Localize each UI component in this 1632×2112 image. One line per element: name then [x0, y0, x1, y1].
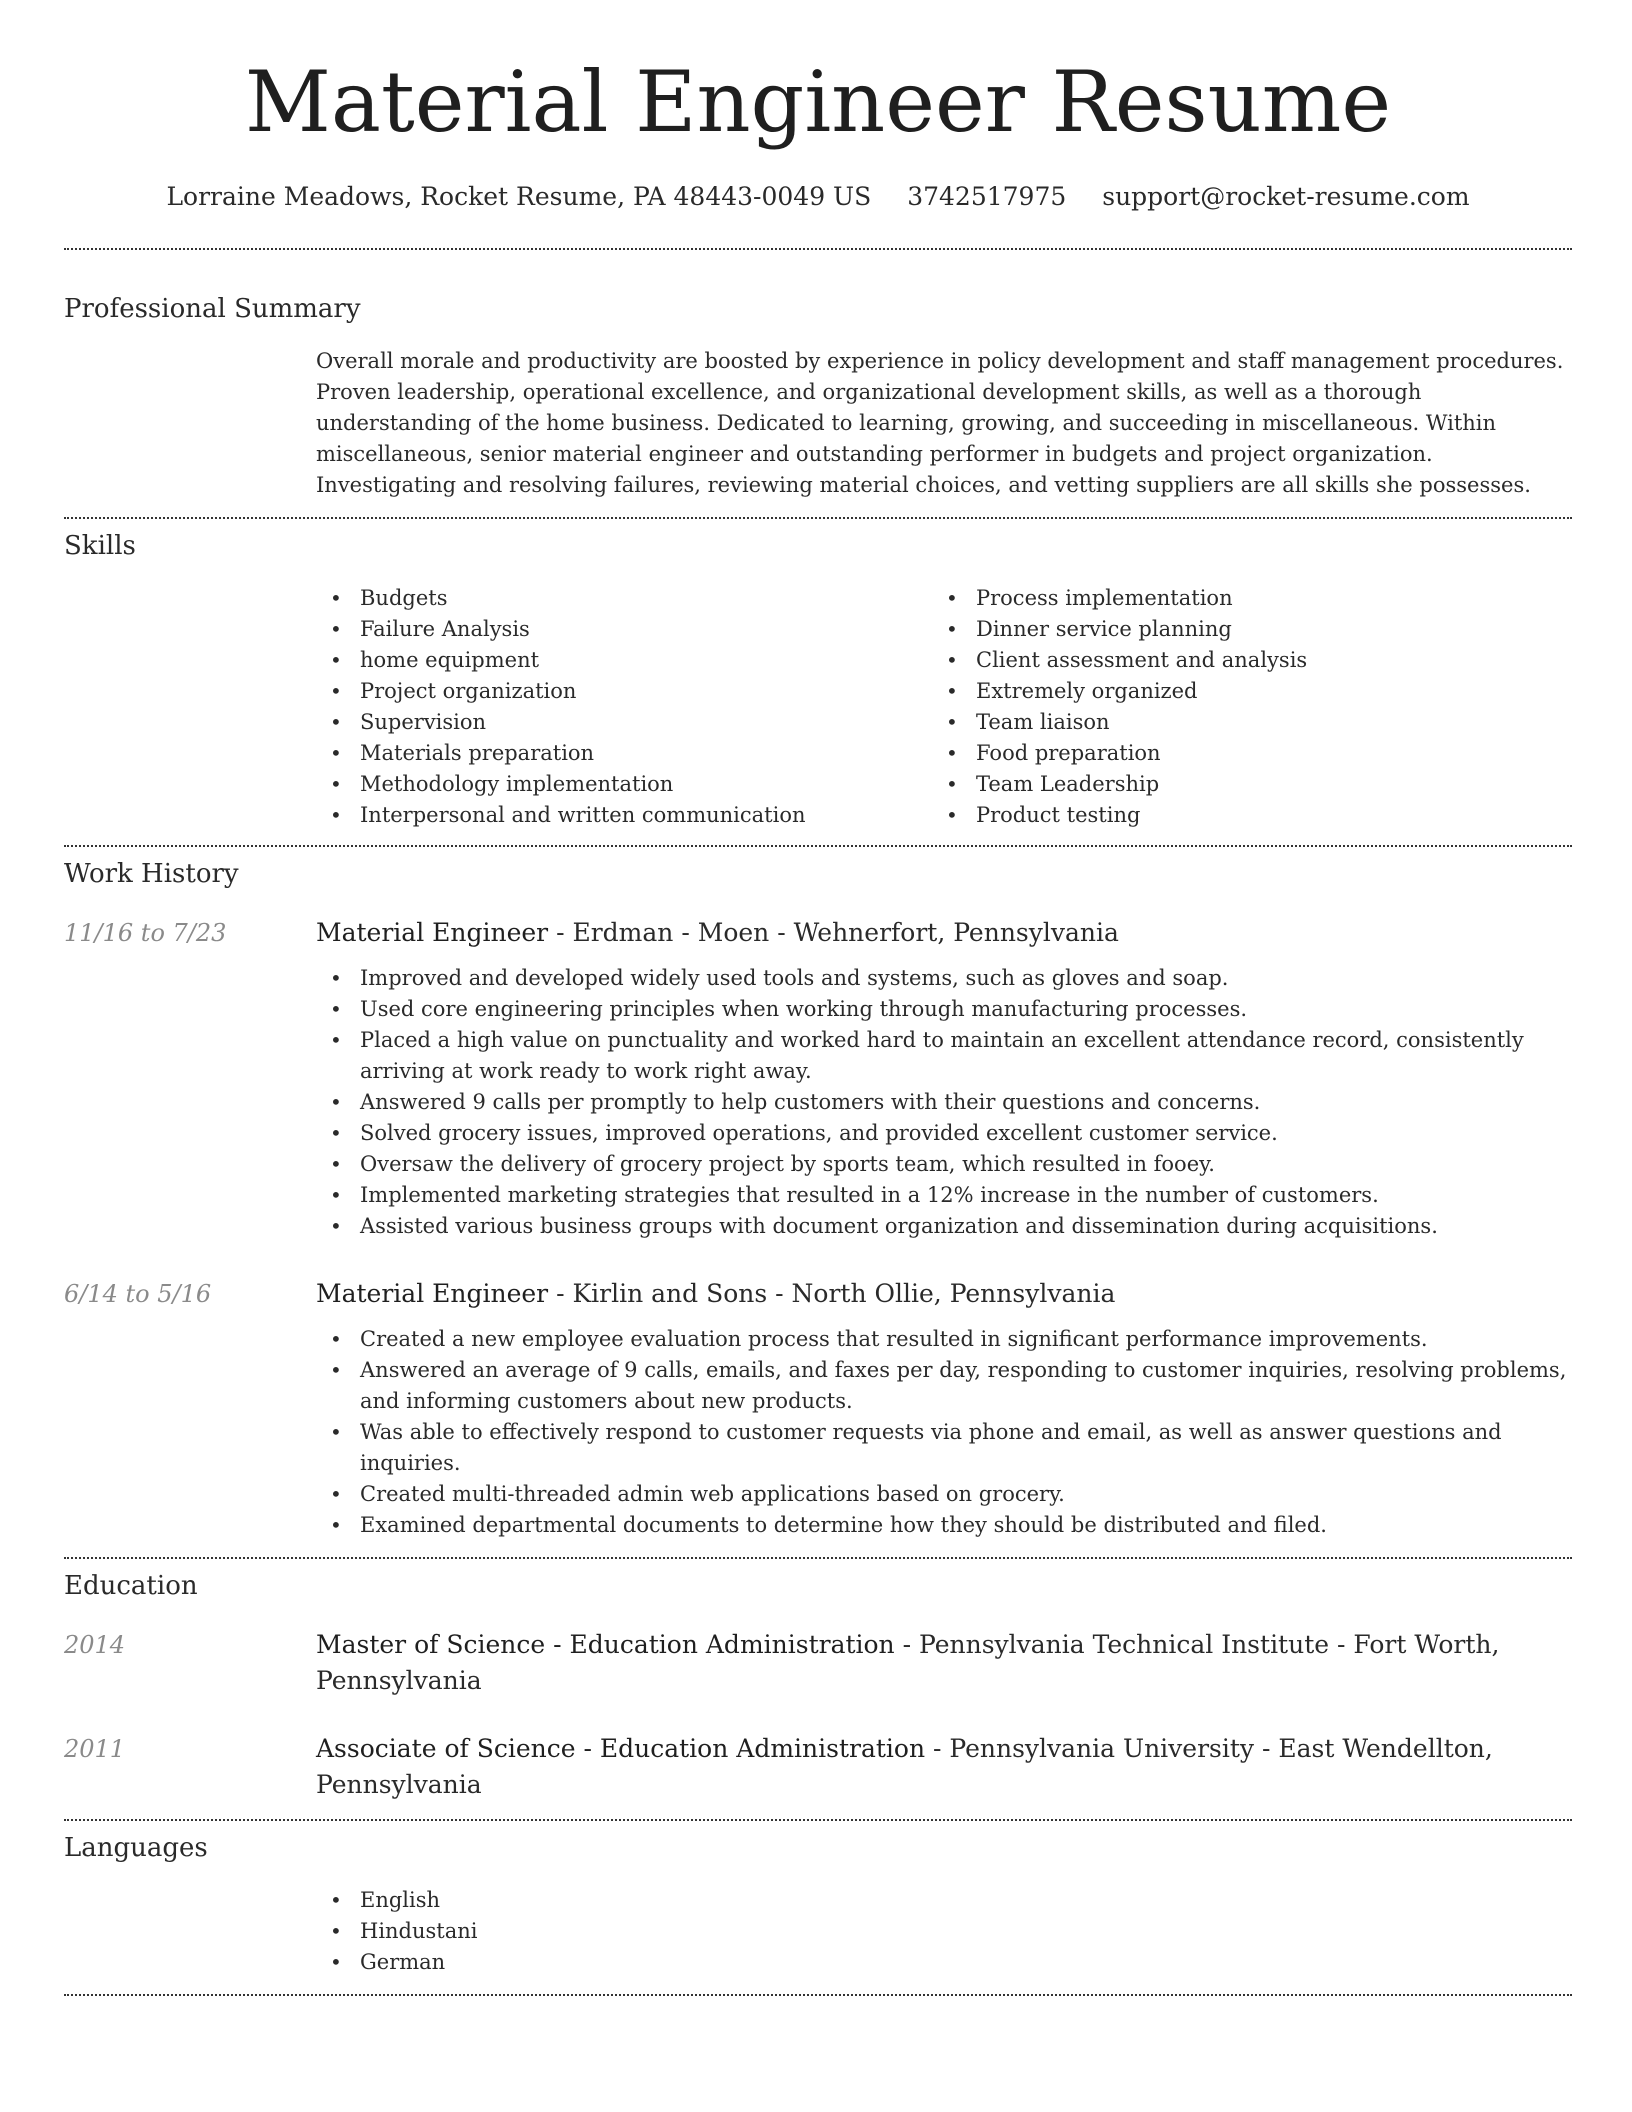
divider: [64, 1557, 1572, 1559]
skills-section: [64, 529, 1572, 831]
skill-item: • Project organization: [316, 676, 932, 707]
skills-list-right: [932, 583, 1548, 831]
language-item: • Hindustani: [316, 1916, 1572, 1947]
job-bullet: • Improved and developed widely used tools and systems, such as gloves and soap.: [316, 963, 1572, 994]
divider: [64, 1819, 1572, 1821]
section-title-skills: Skills: [64, 531, 136, 561]
job-bullet: • Placed a high value on punctuality and worked hard to maintain an excellent attendance record, consistently arriving at work ready to work right away.: [316, 1025, 1572, 1087]
job-dates: 6/14 to 5/16: [64, 1280, 212, 1308]
language-item: • German: [316, 1947, 1572, 1978]
job-bullets: [316, 963, 1572, 1242]
education-heading: [316, 1627, 1572, 1699]
languages-list: [316, 1885, 1572, 1978]
contact-line: [64, 180, 1572, 214]
skill-item: • Methodology implementation: [316, 769, 932, 800]
skill-item: • Process implementation: [932, 583, 1548, 614]
contact-phone: 3742517975: [907, 182, 1067, 211]
contact-address: Lorraine Meadows, Rocket Resume, PA 48443-0049 US: [166, 182, 872, 211]
education-entry: [64, 1627, 1572, 1699]
section-title-work: Work History: [64, 859, 239, 889]
skill-item: • Failure Analysis: [316, 614, 932, 645]
skill-item: • Team Leadership: [932, 769, 1548, 800]
contact-email: support@rocket-resume.com: [1102, 182, 1470, 211]
education-heading: [316, 1731, 1572, 1803]
education-details: - Pennsylvania University - East Wendellton, Pennsylvania: [316, 1734, 1493, 1799]
skill-item: • Extremely organized: [932, 676, 1548, 707]
summary-section: [64, 292, 1572, 501]
skill-item: • Interpersonal and written communication: [316, 800, 932, 831]
resume-page: [64, 0, 1572, 1996]
skill-item: • home equipment: [316, 645, 932, 676]
education-degree: Associate of Science - Education Administration: [316, 1734, 926, 1763]
job-bullet: • Oversaw the delivery of grocery project by sports team, which resulted in fooey.: [316, 1149, 1572, 1180]
section-title-languages: Languages: [64, 1833, 208, 1863]
skill-item: • Budgets: [316, 583, 932, 614]
section-title-summary: Professional Summary: [64, 294, 361, 324]
summary-text: Overall morale and productivity are boosted by experience in policy development and staff management procedures. Proven leadership, operational excellence, and organizational development skills, as well as a thorough understanding of the home business. Dedicated to learning, growing, and succeeding in miscellaneous. Within miscellaneous, senior material engineer and outstanding performer in budgets and project organization. Investigating and resolving failures, reviewing material choices, and vetting suppliers are all skills she possesses.: [316, 349, 1564, 497]
job-bullet: • Answered an average of 9 calls, emails, and faxes per day, responding to customer inquiries, resolving problems, and informing customers about new products.: [316, 1355, 1572, 1417]
job-details: - Erdman - Moen - Wehnerfort, Pennsylvania: [548, 918, 1119, 947]
divider: [64, 1994, 1572, 1996]
education-entry: [64, 1731, 1572, 1803]
skill-item: • Materials preparation: [316, 738, 932, 769]
education-section: [64, 1569, 1572, 1803]
job-bullet: • Was able to effectively respond to customer requests via phone and email, as well as answer questions and inquiries.: [316, 1417, 1572, 1479]
work-section: [64, 857, 1572, 1541]
job-entry: [64, 1276, 1572, 1541]
skills-list-left: [316, 583, 932, 831]
job-bullet: • Created multi-threaded admin web applications based on grocery.: [316, 1479, 1572, 1510]
job-details: - Kirlin and Sons - North Ollie, Pennsylvania: [548, 1279, 1116, 1308]
job-role: Material Engineer: [316, 1279, 549, 1308]
education-year: 2011: [64, 1735, 126, 1763]
divider: [64, 517, 1572, 519]
resume-title: Material Engineer Resume: [244, 53, 1392, 151]
languages-section: [64, 1831, 1572, 1978]
skill-item: • Client assessment and analysis: [932, 645, 1548, 676]
job-heading: [316, 1276, 1572, 1312]
skill-item: • Dinner service planning: [932, 614, 1548, 645]
job-bullet: • Examined departmental documents to determine how they should be distributed and filed.: [316, 1510, 1572, 1541]
section-title-education: Education: [64, 1571, 198, 1601]
job-entry: [64, 915, 1572, 1242]
divider: [64, 248, 1572, 250]
job-bullet: • Created a new employee evaluation process that resulted in significant performance improvements.: [316, 1324, 1572, 1355]
job-bullet: • Answered 9 calls per promptly to help customers with their questions and concerns.: [316, 1087, 1572, 1118]
job-role: Material Engineer: [316, 918, 549, 947]
education-year: 2014: [64, 1631, 126, 1659]
job-bullets: [316, 1324, 1572, 1541]
job-bullet: • Used core engineering principles when working through manufacturing processes.: [316, 994, 1572, 1025]
job-bullet: • Implemented marketing strategies that resulted in a 12% increase in the number of customers.: [316, 1180, 1572, 1211]
education-details: - Pennsylvania Technical Institute - Fort Worth, Pennsylvania: [316, 1630, 1500, 1695]
skill-item: • Food preparation: [932, 738, 1548, 769]
job-dates: 11/16 to 7/23: [64, 919, 227, 947]
job-bullet: • Solved grocery issues, improved operations, and provided excellent customer service.: [316, 1118, 1572, 1149]
skill-item: • Team liaison: [932, 707, 1548, 738]
divider: [64, 845, 1572, 847]
education-degree: Master of Science - Education Administration: [316, 1630, 895, 1659]
job-heading: [316, 915, 1572, 951]
job-bullet: • Assisted various business groups with document organization and dissemination during acquisitions.: [316, 1211, 1572, 1242]
language-item: • English: [316, 1885, 1572, 1916]
skill-item: • Product testing: [932, 800, 1548, 831]
skill-item: • Supervision: [316, 707, 932, 738]
